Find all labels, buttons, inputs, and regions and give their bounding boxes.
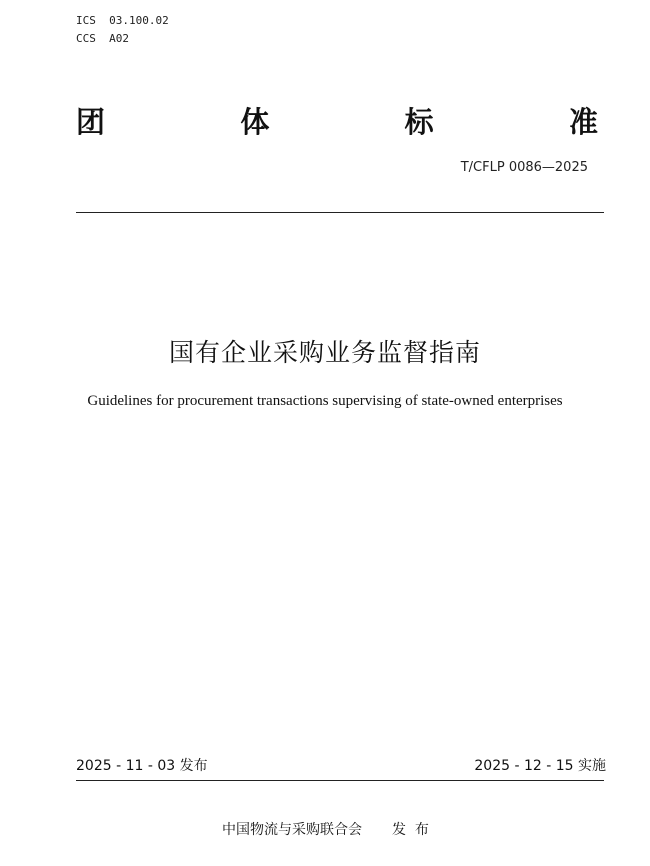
standard-number: T/CFLP 0086—2025 xyxy=(460,160,588,175)
publisher-name: 中国物流与采购联合会 xyxy=(222,822,362,838)
ccs-code: CCS A02 xyxy=(76,32,129,45)
classification-codes xyxy=(76,12,169,48)
heading-char: 体 xyxy=(240,105,270,139)
top-divider xyxy=(76,212,604,213)
heading-char: 准 xyxy=(568,105,598,139)
heading-char: 团 xyxy=(76,105,106,139)
bottom-divider xyxy=(76,780,604,781)
ics-code: ICS 03.100.02 xyxy=(76,14,169,27)
standard-type-heading xyxy=(76,104,598,140)
issue-date: 2025 - 11 - 03 发布 xyxy=(76,758,208,774)
document-title-english: Guidelines for procurement transactions supervising of state-owned enterprises xyxy=(87,393,563,409)
heading-char: 标 xyxy=(404,105,434,139)
publish-action: 发 布 xyxy=(392,822,429,838)
publisher-line xyxy=(222,821,429,839)
effective-date: 2025 - 12 - 15 实施 xyxy=(474,758,606,774)
document-title-chinese: 国有企业采购业务监督指南 xyxy=(168,338,481,367)
